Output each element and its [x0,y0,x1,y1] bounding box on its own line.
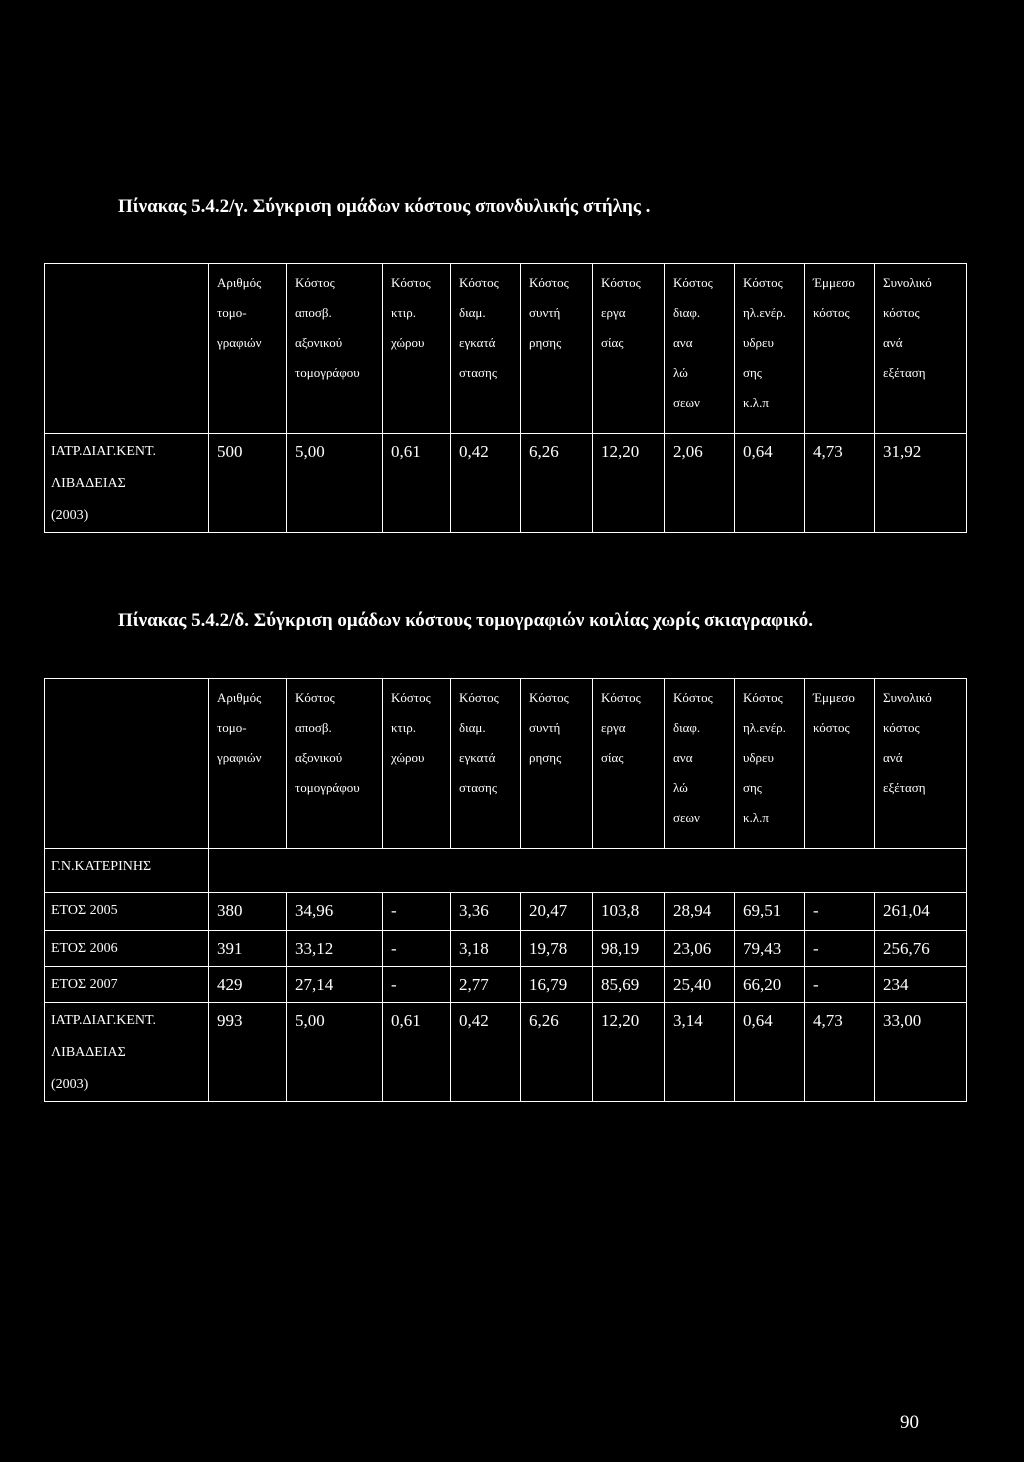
header-line: ρησης [529,335,562,350]
cell-value: 380 [209,893,287,931]
header-line: Κόστος [295,690,335,705]
cell-value: 5,00 [287,1003,383,1102]
table-row [45,893,967,931]
cell-value: 4,73 [805,1003,875,1102]
cell-value: 0,64 [735,1003,805,1102]
header-cell [451,679,521,849]
header-cell [735,264,805,434]
header-line: χώρου [391,750,425,765]
group-row [45,849,967,893]
header-line: Αριθμός [217,690,262,705]
header-cell [209,264,287,434]
group-label: Γ.Ν.ΚΑΤΕΡΙΝΗΣ [45,849,209,893]
header-line: εξέταση [883,780,926,795]
table-row [45,434,967,533]
cell-value: 6,26 [521,434,593,533]
table-row [45,1003,967,1102]
cell-value: 5,00 [287,434,383,533]
header-line: Έμμεσο [813,275,855,290]
cell-value: 23,06 [665,931,735,967]
header-line: Αριθμός [217,275,262,290]
header-line: εργα [601,720,626,735]
cell-value: 261,04 [875,893,967,931]
cell-value: 2,06 [665,434,735,533]
header-cell [593,264,665,434]
cell-value: 3,14 [665,1003,735,1102]
cell-value: - [383,931,451,967]
cell-value: 12,20 [593,1003,665,1102]
header-line: ανά [883,750,903,765]
header-line: κτιρ. [391,305,417,320]
header-cell [287,679,383,849]
cell-value: 6,26 [521,1003,593,1102]
table1 [44,263,967,533]
header-line: Έμμεσο [813,690,855,705]
cell-value: 0,61 [383,434,451,533]
header-line: Κόστος [459,690,499,705]
header-cell [521,679,593,849]
cell-value: 85,69 [593,967,665,1003]
cell-value: 103,8 [593,893,665,931]
header-line: Κόστος [743,275,783,290]
header-cell [665,679,735,849]
cell-value: 993 [209,1003,287,1102]
header-cell [805,264,875,434]
table-row [45,931,967,967]
cell-value: 3,18 [451,931,521,967]
row-label [45,967,209,1003]
header-line: συντή [529,720,561,735]
header-line: χώρου [391,335,425,350]
header-empty-cell [45,264,209,434]
header-line: Κόστος [391,275,431,290]
row-label-line: ΕΤΟΣ 2005 [51,903,118,918]
header-line: κόστος [883,720,920,735]
cell-value: 2,77 [451,967,521,1003]
header-line: Κόστος [601,275,641,290]
header-line: εργα [601,305,626,320]
header-line: κ.λ.π [743,810,769,825]
header-line: διαφ. [673,305,701,320]
cell-value: 28,94 [665,893,735,931]
header-line: Κόστος [529,690,569,705]
cell-value: 0,42 [451,1003,521,1102]
header-line: σίας [601,335,624,350]
header-line: τομο- [217,305,247,320]
header-line: εξέταση [883,365,926,380]
header-line: κόστος [813,305,850,320]
cell-value: 33,12 [287,931,383,967]
header-line: λώ [673,780,688,795]
header-line: ανά [883,335,903,350]
header-cell [875,679,967,849]
cell-value: 98,19 [593,931,665,967]
header-line: Συνολικό [883,275,932,290]
cell-value: 34,96 [287,893,383,931]
header-line: σίας [601,750,624,765]
header-line: Κόστος [673,690,713,705]
header-line: κ.λ.π [743,395,769,410]
row-label [45,434,209,533]
header-line: αξονικού [295,335,343,350]
cell-value: 27,14 [287,967,383,1003]
header-line: ανα [673,335,693,350]
header-line: εγκατά [459,750,496,765]
header-line: γραφιών [217,750,262,765]
header-line: διαφ. [673,720,701,735]
header-cell [287,264,383,434]
row-label-line: (2003) [51,1077,89,1092]
header-empty-cell [45,679,209,849]
cell-value: 500 [209,434,287,533]
header-line: λώ [673,365,688,380]
cell-value: 3,36 [451,893,521,931]
cell-value: 429 [209,967,287,1003]
header-line: υδρευ [743,335,774,350]
cell-value: 31,92 [875,434,967,533]
header-line: εγκατά [459,335,496,350]
cell-value: 234 [875,967,967,1003]
row-label-line: ΕΤΟΣ 2007 [51,977,118,992]
row-label [45,1003,209,1102]
cell-value: - [383,967,451,1003]
row-label-line: ΕΤΟΣ 2006 [51,941,118,956]
header-line: διαμ. [459,720,486,735]
header-line: στασης [459,780,497,795]
header-line: Κόστος [391,690,431,705]
header-line: Κόστος [459,275,499,290]
header-line: τομο- [217,720,247,735]
header-line: κτιρ. [391,720,417,735]
cell-value: 4,73 [805,434,875,533]
cell-value: 12,20 [593,434,665,533]
header-line: στασης [459,365,497,380]
cell-value: 0,61 [383,1003,451,1102]
cell-value: 20,47 [521,893,593,931]
cell-value: 25,40 [665,967,735,1003]
header-line: ηλ.ενέρ. [743,720,786,735]
header-cell [383,264,451,434]
row-label-line: ΛΙΒΑΔΕΙΑΣ [51,476,126,491]
header-line: συντή [529,305,561,320]
header-cell [665,264,735,434]
cell-value: 33,00 [875,1003,967,1102]
cell-value: 0,64 [735,434,805,533]
header-row [45,679,967,849]
header-line: Κόστος [673,275,713,290]
header-cell [805,679,875,849]
header-line: σης [743,780,762,795]
cell-value: - [383,893,451,931]
header-line: διαμ. [459,305,486,320]
cell-value: 79,43 [735,931,805,967]
header-line: Κόστος [529,275,569,290]
header-line: σεων [673,395,700,410]
table1-caption: Πίνακας 5.4.2/γ. Σύγκριση ομάδων κόστους σπονδυλικής στήλης . [118,196,651,217]
header-line: Κόστος [601,690,641,705]
cell-value: 256,76 [875,931,967,967]
header-line: Κόστος [743,690,783,705]
header-line: τομογράφου [295,780,360,795]
header-line: αποσβ. [295,720,332,735]
header-line: σης [743,365,762,380]
header-cell [451,264,521,434]
header-line: αξονικού [295,750,343,765]
header-cell [875,264,967,434]
cell-value: - [805,931,875,967]
row-label [45,893,209,931]
page-number: 90 [900,1412,919,1433]
header-line: κόστος [883,305,920,320]
row-label-line: ΛΙΒΑΔΕΙΑΣ [51,1045,126,1060]
row-label-line: ΙΑΤΡ.ΔΙΑΓ.ΚΕΝΤ. [51,1013,157,1028]
header-line: υδρευ [743,750,774,765]
cell-value: - [805,893,875,931]
cell-value: 391 [209,931,287,967]
header-cell [735,679,805,849]
cell-value: 16,79 [521,967,593,1003]
header-line: κόστος [813,720,850,735]
header-line: τομογράφου [295,365,360,380]
header-line: Συνολικό [883,690,932,705]
header-line: Κόστος [295,275,335,290]
header-line: αποσβ. [295,305,332,320]
cell-value: - [805,967,875,1003]
cell-value: 0,42 [451,434,521,533]
header-row [45,264,967,434]
table2-caption: Πίνακας 5.4.2/δ. Σύγκριση ομάδων κόστους τομογραφιών κοιλίας χωρίς σκιαγραφικό. [118,610,814,631]
header-cell [593,679,665,849]
header-line: ρησης [529,750,562,765]
table2 [44,678,967,1102]
row-label-line: ΙΑΤΡ.ΔΙΑΓ.ΚΕΝΤ. [51,444,157,459]
header-line: σεων [673,810,700,825]
header-cell [383,679,451,849]
header-line: ανα [673,750,693,765]
row-label-line: (2003) [51,508,89,523]
cell-value: 66,20 [735,967,805,1003]
header-cell [521,264,593,434]
header-line: γραφιών [217,335,262,350]
header-line: ηλ.ενέρ. [743,305,786,320]
row-label [45,931,209,967]
header-cell [209,679,287,849]
cell-value: 69,51 [735,893,805,931]
group-empty-cell [209,849,967,893]
table-row [45,967,967,1003]
cell-value: 19,78 [521,931,593,967]
